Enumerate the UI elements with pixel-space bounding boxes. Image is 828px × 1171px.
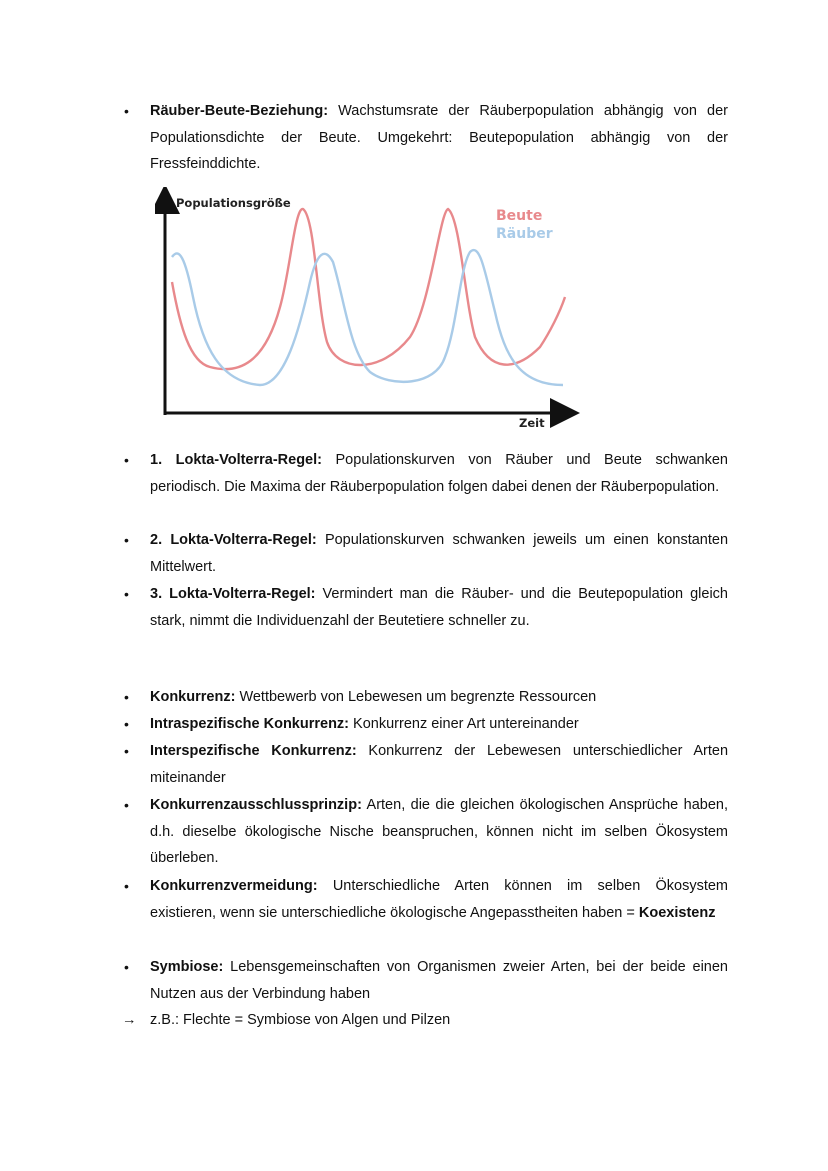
predator-prey-chart <box>155 187 580 435</box>
lv-rule-2 <box>124 527 729 580</box>
interspecific-item <box>124 738 729 791</box>
term: 3. Lokta-Volterra-Regel: <box>150 586 316 602</box>
term: Räuber-Beute-Beziehung: <box>150 103 329 119</box>
definition: Vermindert man die Räuber- und die Beutepopulation gleich stark, nimmt die Individuenzahl der Beutetiere schneller zu. <box>150 586 728 629</box>
bullet: • <box>124 959 129 975</box>
bullet: • <box>124 103 129 119</box>
term: 2. Lokta-Volterra-Regel: <box>150 532 317 548</box>
bullet: • <box>124 878 129 894</box>
term: Symbiose: <box>150 959 224 975</box>
bullet: • <box>124 586 129 602</box>
definition: Populationskurven von Räuber und Beute schwanken periodisch. Die Maxima der Räuberpopulation folgen dabei denen der Räuberpopulation. <box>150 452 728 495</box>
definition: Konkurrenz der Lebewesen unterschiedlicher Arten miteinander <box>150 743 729 786</box>
bullet: • <box>124 532 129 548</box>
term: Intraspezifische Konkurrenz: <box>150 716 350 732</box>
definition: Wachstumsrate der Räuberpopulation abhängig von der Populationsdichte der Beute. Umgekehrt: Beutepopulation abhängig von der Fressfeinddichte. <box>150 103 728 172</box>
competition-item <box>124 684 728 711</box>
legend-predator: Räuber <box>496 226 553 242</box>
definition: Konkurrenz einer Art untereinander <box>353 716 579 732</box>
term-coexistence: Koexistenz <box>638 904 716 921</box>
predator-prey-item <box>124 98 728 178</box>
bullet: • <box>124 797 129 813</box>
y-axis-label: Populationsgröße <box>176 196 291 210</box>
avoidance-item <box>124 873 729 926</box>
symbiosis-item <box>124 954 728 1007</box>
term: Konkurrenzausschlussprinzip: <box>150 797 362 813</box>
definition: Populationskurven schwanken jeweils um einen konstanten Mittelwert. <box>150 532 729 575</box>
example-text: z.B.: Flechte = Symbiose von Algen und Pilzen <box>150 1012 451 1028</box>
definition: Unterschiedliche Arten können im selben Ökosystem existieren, wenn sie unterschiedliche ökologische Angepasstheiten haben = <box>150 878 729 921</box>
term: Konkurrenz: <box>150 689 236 705</box>
term: 1. Lokta-Volterra-Regel: <box>150 452 322 468</box>
exclusion-principle-item <box>124 792 728 872</box>
arrow-icon: → <box>122 1012 137 1028</box>
legend-prey: Beute <box>496 208 543 224</box>
bullet: • <box>124 689 129 705</box>
x-axis-label: Zeit <box>519 416 545 430</box>
definition: Arten, die die gleichen ökologischen Ansprüche haben, d.h. dieselbe ökologische Nische beanspruchen, können nicht im selben Ökosystem überleben. <box>150 797 728 866</box>
example-line <box>122 1007 450 1034</box>
intraspecific-item <box>124 711 728 738</box>
bullet: • <box>124 743 129 759</box>
bullet: • <box>124 452 129 468</box>
definition: Lebensgemeinschaften von Organismen zweier Arten, bei der beide einen Nutzen aus der Verbindung haben <box>150 959 728 1002</box>
lv-rule-3 <box>124 581 728 634</box>
bullet: • <box>124 716 129 732</box>
term: Konkurrenzvermeidung: <box>150 878 318 894</box>
definition: Wettbewerb von Lebewesen um begrenzte Ressourcen <box>239 689 597 705</box>
term: Interspezifische Konkurrenz: <box>150 743 357 759</box>
lv-rule-1 <box>124 447 728 500</box>
